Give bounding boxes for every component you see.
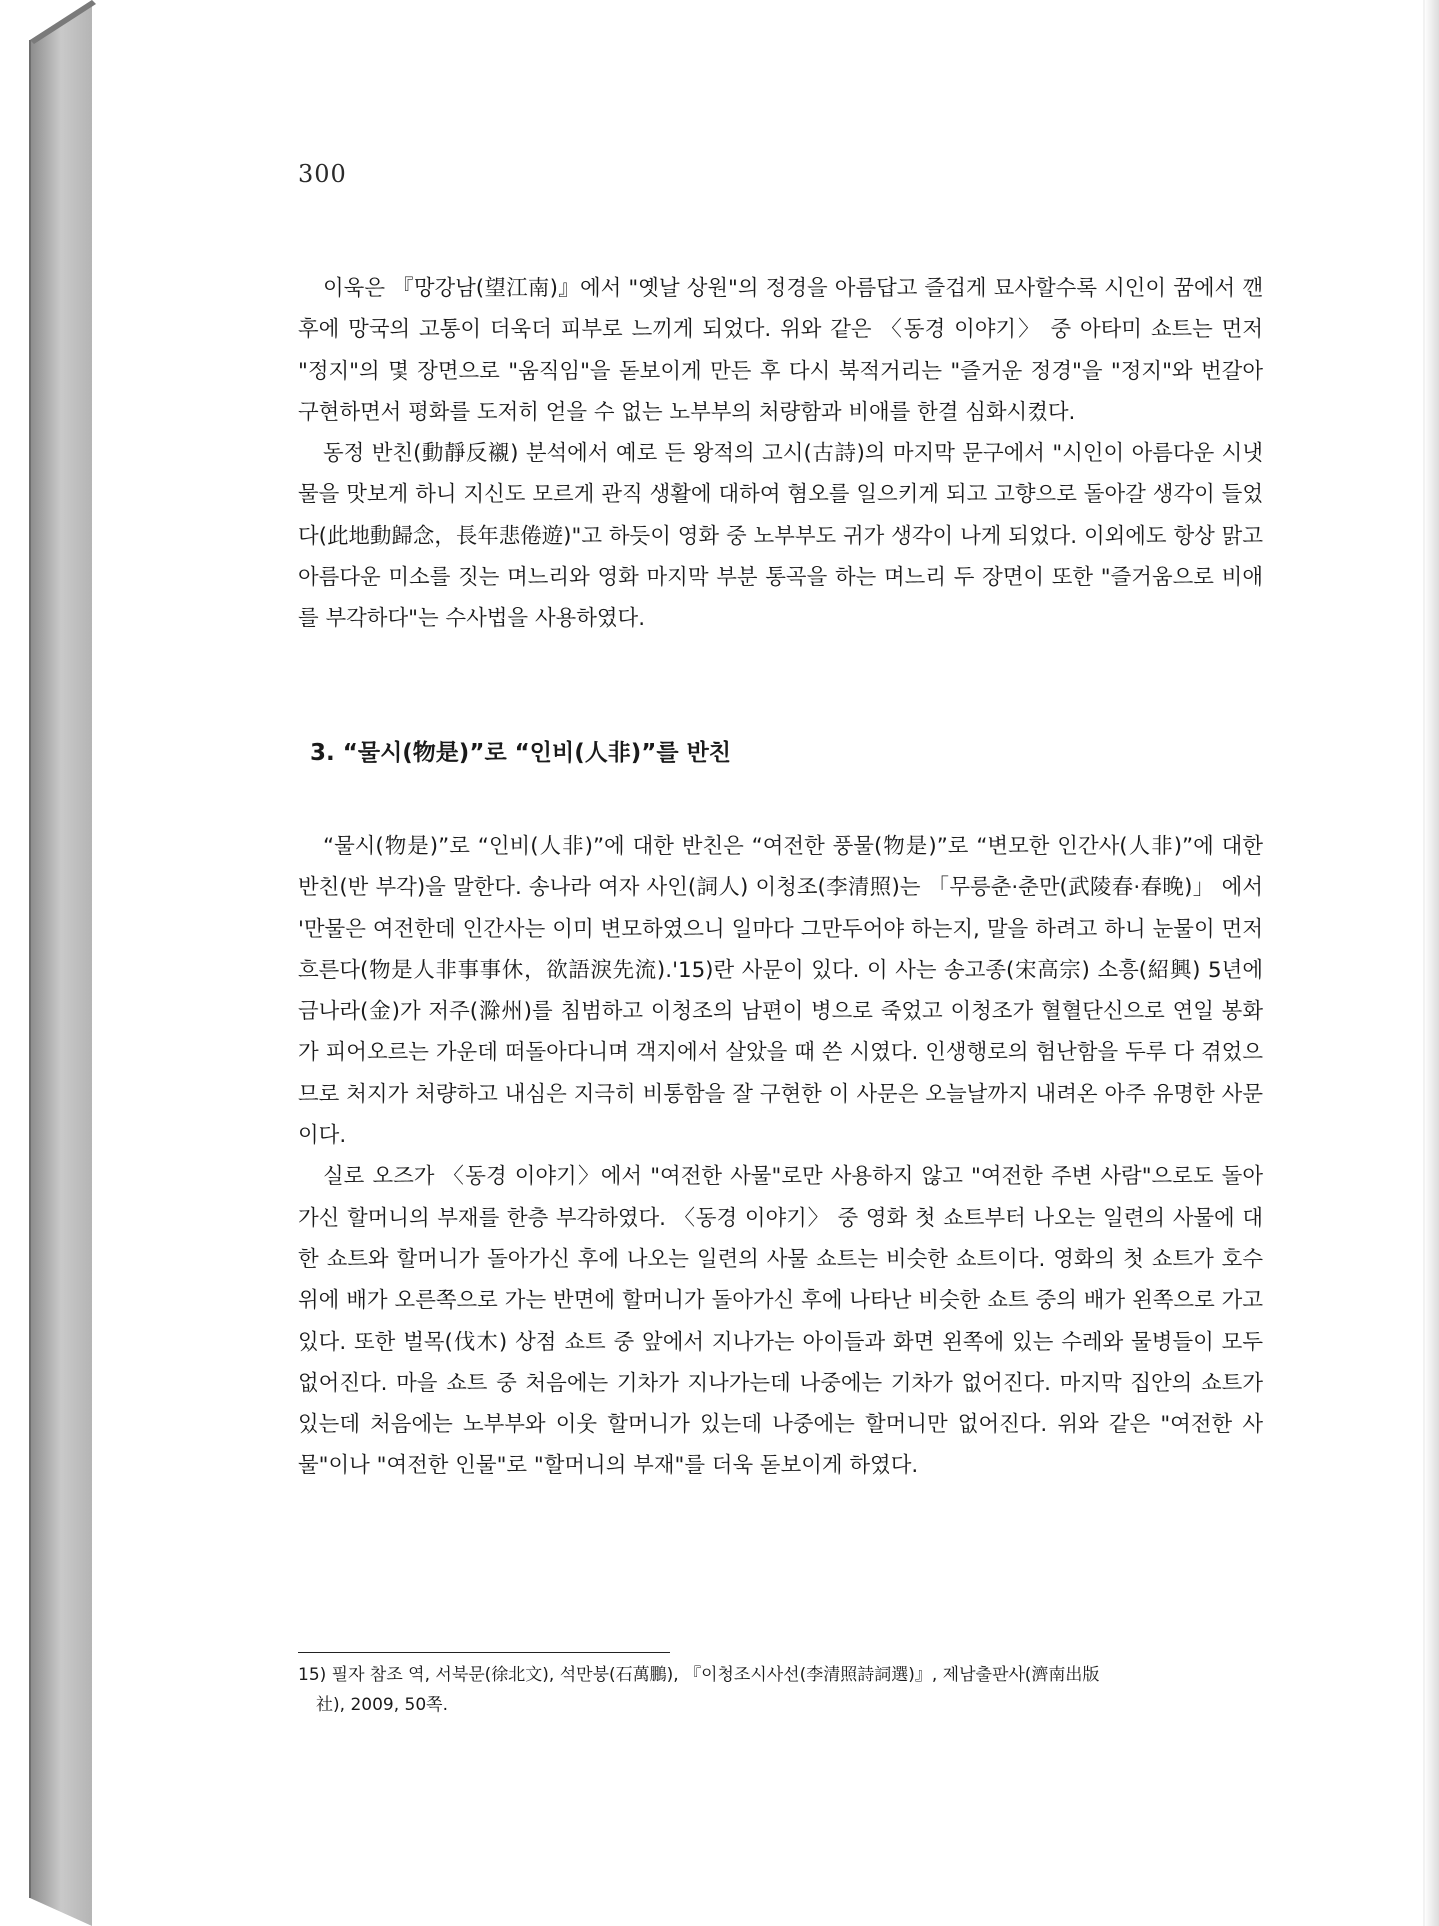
section-heading: 3. “물시(物是)”로 “인비(人非)”를 반친 [310, 740, 732, 766]
body-section-1 [298, 268, 1263, 640]
footnote-divider [298, 1652, 670, 1653]
paragraph: 실로 오즈가 〈동경 이야기〉에서 "여전한 사물"로만 사용하지 않고 "여전한 주변 사람"으로도 돌아가신 할머니의 부재를 한층 부각하였다. 〈동경 이야기〉 중 영화 첫 쇼트부터 나오는 일련의 사물에 대한 쇼트와 할머니가 돌아가신 후에 나오는 일련의 사물 쇼트는 비슷한 쇼트이다. 영화의 첫 쇼트가 호수 위에 배가 오른쪽으로 가는 반면에 할머니가 돌아가신 후에 나타난 비슷한 쇼트 중의 배가 왼쪽으로 가고 있다. 또한 벌목(伐木) 상점 쇼트 중 앞에서 지나가는 아이들과 화면 왼쪽에 있는 수레와 물병들이 모두 없어진다. 마을 쇼트 중 처음에는 기차가 지나가는데 나중에는 기차가 없어진다. 마지막 집안의 쇼트가 있는데 처음에는 노부부와 이웃 할머니가 있는데 나중에는 할머니만 없어진다. 위와 같은 "여전한 사물"이나 "여전한 인물"로 "할머니의 부재"를 더욱 돋보이게 하였다. [298, 1164, 1263, 1479]
footnote [298, 1660, 1263, 1720]
paragraph: 동정 반친(動靜反襯) 분석에서 예로 든 왕적의 고시(古詩)의 마지막 문구에서 "시인이 아름다운 시냇물을 맛보게 하니 지신도 모르게 관직 생활에 대하여 혐오를 일으키게 되고 고향으로 돌아갈 생각이 들었다(此地動歸念，長年悲倦遊)"고 하듯이 영화 중 노부부도 귀가 생각이 나게 되었다. 이외에도 항상 맑고 아름다운 미소를 짓는 며느리와 영화 마지막 부분 통곡을 하는 며느리 두 장면이 또한 "즐거움으로 비애를 부각하다"는 수사법을 사용하였다. [298, 441, 1263, 632]
paragraph: “물시(物是)”로 “인비(人非)”에 대한 반친은 “여전한 풍물(物是)”로 “변모한 인간사(人非)”에 대한 반친(반 부각)을 말한다. 송나라 여자 사인(詞人) 이청조(李清照)는 「무릉춘·춘만(武陵春·春晚)」 에서 '만물은 여전한데 인간사는 이미 변모하였으니 일마다 그만두어야 하는지, 말을 하려고 하니 눈물이 먼저 흐른다(物是人非事事休，欲語淚先流).'15)란 사문이 있다. 이 사는 송고종(宋高宗) 소흥(紹興) 5년에 금나라(金)가 저주(滁州)를 침범하고 이청조의 남편이 병으로 죽었고 이청조가 혈혈단신으로 연일 봉화가 피어오르는 가운데 떠돌아다니며 객지에서 살았을 때 쓴 시였다. 인생행로의 험난함을 두루 다 겪었으므로 처지가 처량하고 내심은 지극히 비통함을 잘 구현한 이 사문은 오늘날까지 내려온 아주 유명한 사문이다. [298, 834, 1263, 1149]
footnote-line: 15) 필자 참조 역, 서북문(徐北文), 석만붕(石萬鵬), 『이청조시사선(李清照詩詞選)』, 제남출판사(濟南出版 [298, 1665, 1100, 1685]
page-number: 300 [298, 160, 347, 188]
body-section-2 [298, 826, 1263, 1487]
paragraph: 이욱은 『망강남(望江南)』에서 "옛날 상원"의 정경을 아름답고 즐겁게 묘사할수록 시인이 꿈에서 깬 후에 망국의 고통이 더욱더 피부로 느끼게 되었다. 위와 같은 〈동경 이야기〉 중 아타미 쇼트는 먼저 "정지"의 몇 장면으로 "움직임"을 돋보이게 만든 후 다시 북적거리는 "즐거운 정경"을 "정지"와 번갈아 구현하면서 평화를 도저히 얻을 수 없는 노부부의 처량함과 비애를 한결 심화시켰다. [298, 276, 1263, 425]
footnote-line: 社), 2009, 50쪽. [316, 1695, 448, 1715]
